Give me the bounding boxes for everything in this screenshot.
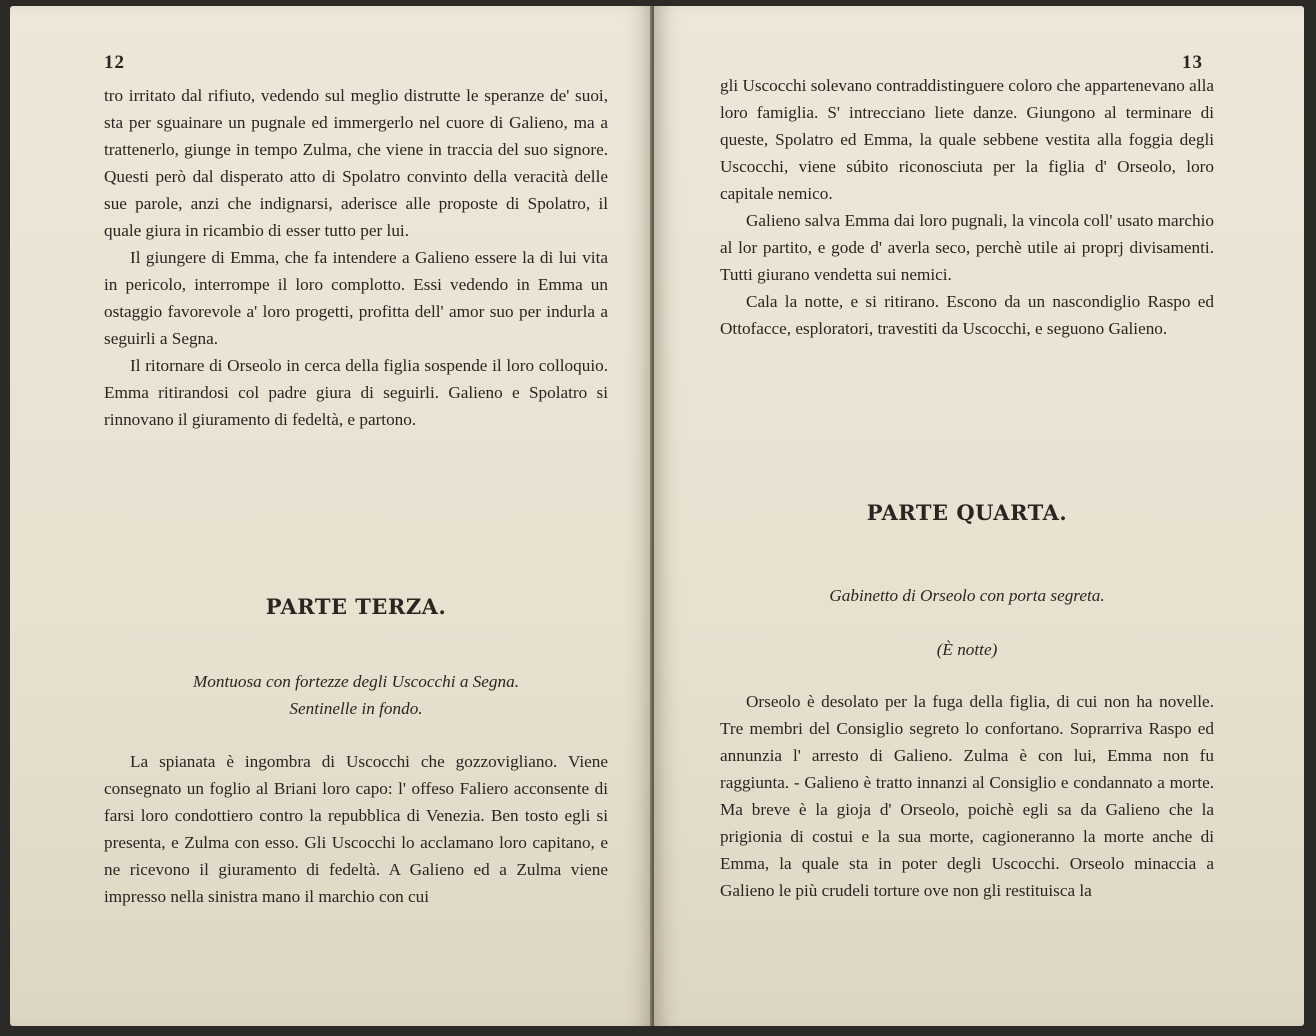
- paragraph: La spianata è ingombra di Uscocchi che gozzovigliano. Viene consegnato un foglio al Briani loro capo: l' offeso Faliero acconsente di farsi loro condottiero contro la repubblica di Venezia. Ben tosto egli si presenta, e Zulma con esso. Gli Uscocchi lo acclamano loro capitano, e ne ricevono il giuramento di fedeltà. A Galieno ed a Zulma viene impresso nella sinistra mano il marchio con cui: [104, 752, 608, 906]
- paragraph: Cala la notte, e si ritirano. Escono da un nascondiglio Raspo ed Ottofacce, esploratori, travestiti da Uscocchi, e seguono Galieno.: [720, 292, 1214, 338]
- paragraph: Galieno salva Emma dai loro pugnali, la vincola coll' usato marchio al lor partito, e gode d' averla seco, perchè utile ai proprj divisamenti. Tutti giurano vendetta sui nemici.: [720, 211, 1214, 284]
- text-block: [104, 748, 608, 910]
- paragraph: gli Uscocchi solevano contraddistinguere coloro che appartenevano alla loro famiglia. S' intrecciano liete danze. Giungono al terminare di queste, Spolatro ed Emma, la quale sebbene vestita alla foggia degli Uscocchi, viene súbito riconosciuta per la figlia d' Orseolo, loro capitale nemico.: [720, 76, 1214, 203]
- scene-description: Gabinetto di Orseolo con porta segreta.: [829, 586, 1105, 605]
- scene-note: (È notte): [936, 640, 998, 659]
- paragraph: Il giungere di Emma, che fa intendere a Galieno essere la di lui vita in pericolo, interrompe il loro complotto. Essi vedendo in Emma un ostaggio favorevole a' loro progetti, profitta dell' amor suo per indurla a seguirli a Segna.: [104, 248, 608, 348]
- scene-description: Montuosa con fortezze degli Uscocchi a Segna.: [192, 672, 520, 691]
- section-heading: PARTE QUARTA.: [866, 500, 1068, 525]
- paragraph: Orseolo è desolato per la fuga della figlia, di cui non ha novelle. Tre membri del Consiglio segreto lo confortano. Soprarriva Raspo ed annunzia l' arresto di Galieno. Zulma è con lui, Emma non fu raggiunta. - Galieno è tratto innanzi al Consiglio e condannato a morte. Ma breve è la gioja d' Orseolo, poichè egli sa da Galieno che la prigionia di costui e la sua morte, cagioneranno la morte anche di Emma, la quale sta in poter degli Uscocchi. Orseolo minaccia a Galieno le più crudeli torture ove non gli restituisca la: [720, 692, 1214, 900]
- paragraph: Il ritornare di Orseolo in cerca della figlia sospende il loro colloquio. Emma ritirandosi col padre giura di seguirli. Galieno e Spolatro si rinnovano il giuramento di fedeltà, e partono.: [104, 356, 608, 429]
- text-block: [720, 72, 1214, 342]
- section-heading: PARTE TERZA.: [265, 594, 447, 619]
- paragraph: tro irritato dal rifiuto, vedendo sul meglio distrutte le speranze de' suoi, sta per sguainare un pugnale ed immergerlo nel cuore di Galieno, ma a trattenerlo, giunge in tempo Zulma, che viene in traccia del suo signore. Questi però dal disperato atto di Spolatro convinto della veracità delle sue parole, anzi che indignarsi, aderisce alle proposte di Spolatro, il quale giura in ricambio di esser tutto per lui.: [104, 86, 608, 240]
- page-number: 13: [1182, 52, 1203, 73]
- right-page: [654, 6, 1304, 1026]
- text-block: [104, 82, 608, 433]
- text-block: [720, 688, 1214, 904]
- page-number: 12: [104, 52, 125, 73]
- scene-description: Sentinelle in fondo.: [289, 699, 423, 718]
- left-page: [10, 6, 652, 1026]
